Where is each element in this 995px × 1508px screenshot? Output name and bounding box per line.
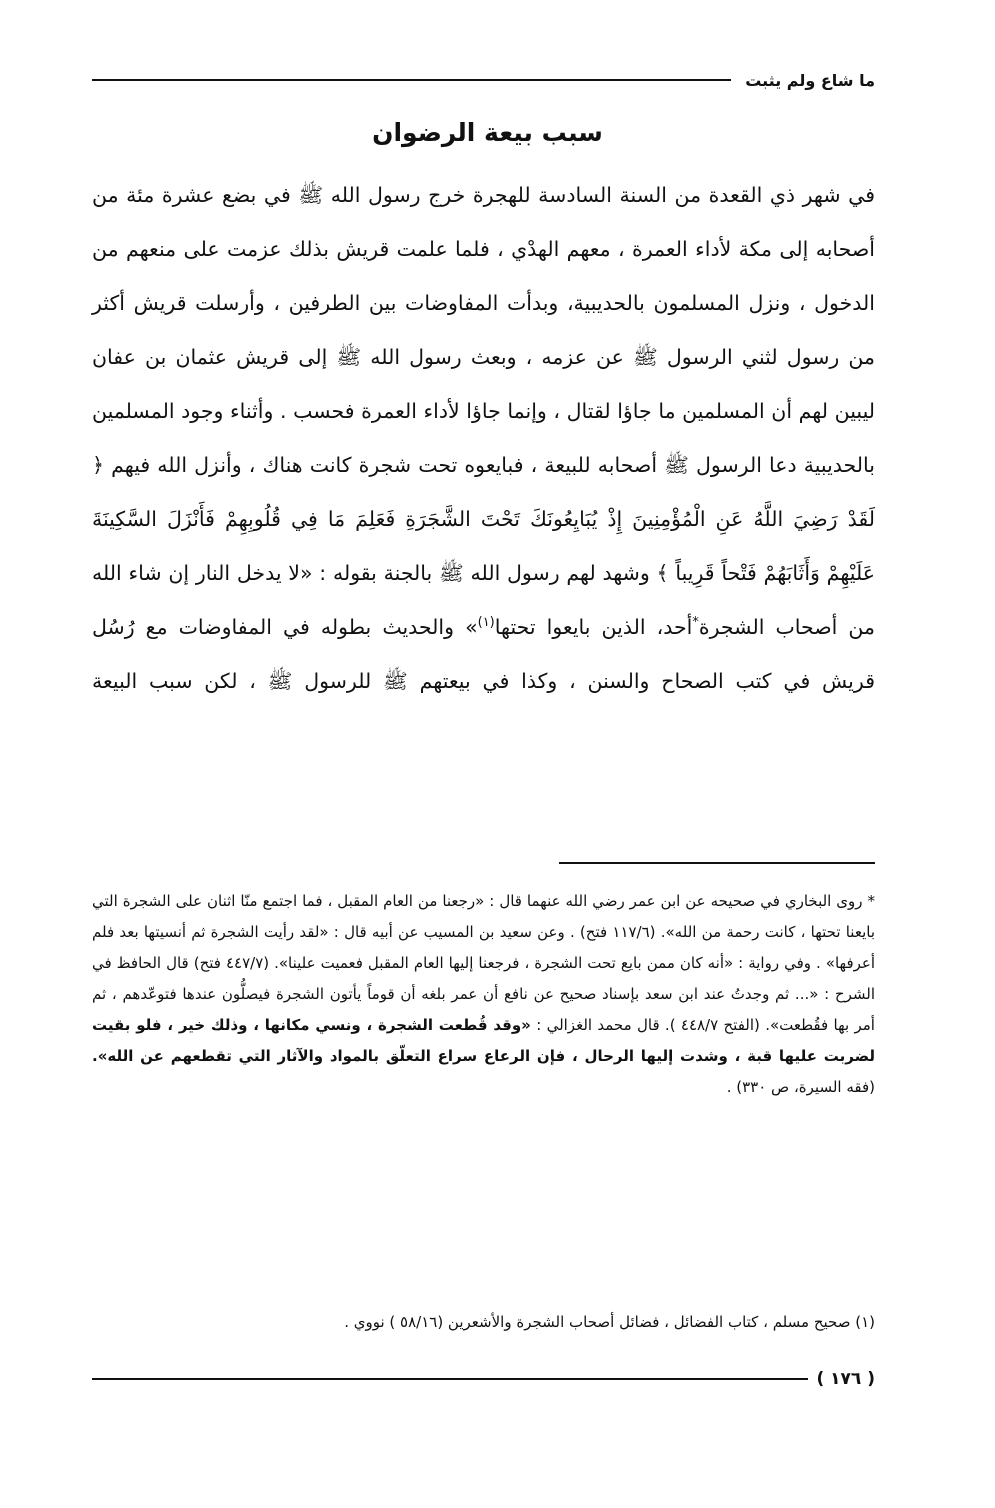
footnote-star [92,886,875,1103]
page-number: ( ١٧٦ ) [816,1369,875,1389]
running-title: ما شاع ولم يثبت [745,70,875,90]
body-text-part-2: وشهد لهم رسول الله ﷺ بالجنة بقوله : «لا يدخل النار إن شاء الله من أصحاب الشجرة [92,561,875,639]
footnote-ref-1: (١) [477,615,495,631]
body-text-part-1: في شهر ذي القعدة من السنة السادسة للهجرة خرج رسول الله ﷺ في بضع عشرة مئة من أصحابه إلى مكة لأداء العمرة ، معهم الهدْي ، فلما علمت قريش بذلك عزمت على منعهم من الدخول ، ونزل المسلمون بالحديبية، وبدأت المفاوضات بين الطرفين ، وأرسلت قريش أكثر من رسول لثني الرسول ﷺ عن عزمه ، وبعث رسول الله ﷺ إلى قريش عثمان بن عفان ليبين لهم أن المسلمين ما جاؤا لقتال ، وإنما جاؤا لأداء العمرة فحسب . وأثناء وجود المسلمين بالحديبية دعا الرسول ﷺ أصحابه للبيعة ، فبايعوه تحت شجرة كانت هناك ، وأنزل الله فيهم [92,183,875,477]
body-text-part-3: أحد، الذين بايعوا تحتها [494,615,693,639]
footnote-star-quote: «وقد قُطعت الشجرة ، ونسي مكانها ، وذلك خير ، فلو بقيت لضربت عليها قبة ، وشدت إليها الرحال ، فإن الرعاع سراع التعلّق بالمواد والآثار التي تقطعهم عن الله». [92,1016,875,1065]
header-rule [92,79,731,81]
page-footer [92,1363,875,1395]
footnote-1: (١) صحيح مسلم ، كتاب الفضائل ، فضائل أصحاب الشجرة والأشعرين (٥٨/١٦ ) نووي . [344,1313,875,1331]
footnote-star-text: * روى البخاري في صحيحه عن ابن عمر رضي الله عنهما قال : «رجعنا من العام المقبل ، فما اجتمع منّا اثنان على الشجرة التي بايعنا تحتها ، كانت رحمة من الله». (١١٧/٦ فتح) . وعن سعيد بن المسيب عن أبيه قال : «لقد رأيت الشجرة ثم أنسيتها بعد فلم أعرفها» . وفي رواية : «أنه كان ممن بايع تحت الشجرة ، فرجعنا إليها العام المقبل فعميت علينا». (٤٤٧/٧ فتح) قال الحافظ في الشرح : «... ثم وجدتُ عند ابن سعد بإسناد صحيح عن نافع أن عمر بلغه أن قوماً يأتون الشجرة فيصلُّون عندها فتوعّدهم ، ثم أمر بها فقُطعت». (الفتح ٤٤٨/٧ ). قال محمد الغزالي : [92,892,876,1034]
body-paragraph [92,168,875,708]
running-header [92,66,875,94]
chapter-title: سبب بيعة الرضوان [372,118,603,147]
footer-rule [92,1378,808,1380]
quran-verse: ﴿ لَقَدْ رَضِيَ اللَّهُ عَنِ الْمُؤْمِنِينَ إِذْ يُبَايِعُونَكَ تَحْتَ الشَّجَرَةِ فَعَلِمَ مَا فِي قُلُوبِهِمْ فَأَنْزَلَ السَّكِينَةَ عَلَيْهِمْ وَأَثَابَهُمْ فَتْحاً قَرِيباً ﴾ [92,453,875,585]
body-text-part-4: » والحديث بطوله في المفاوضات مع رُسُل قريش في كتب الصحاح والسنن ، وكذا في بيعتهم ﷺ للرسول ﷺ ، لكن سبب البيعة [92,615,875,693]
footnote-separator [559,862,875,864]
footnote-star-source: (فقه السيرة، ص ٣٣٠) . [726,1078,875,1096]
footnote-star-marker: * [692,615,699,631]
